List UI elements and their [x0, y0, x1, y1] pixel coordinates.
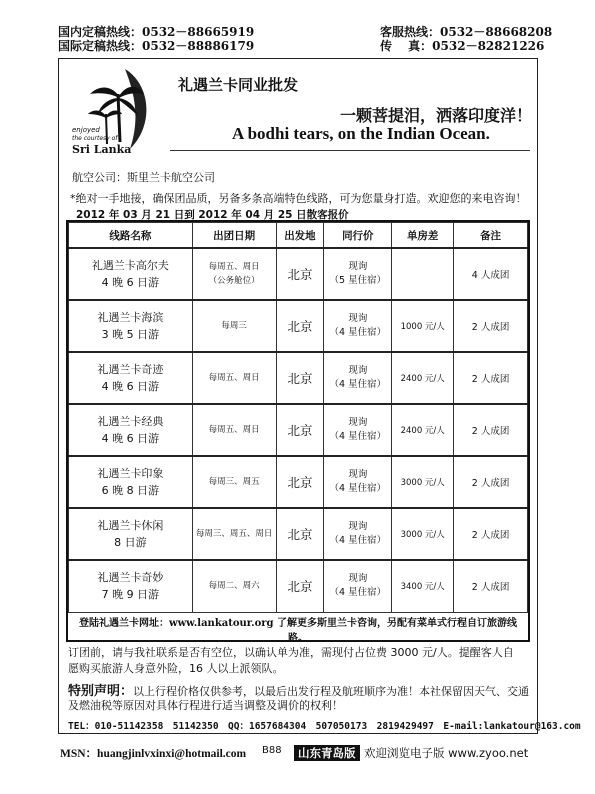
departure-city: 北京 [276, 248, 324, 300]
group-note: 2 人成团 [454, 508, 528, 560]
booking-note-line1: 订团前，请与我社联系是否有空位，以确认单为准，需现付占位费 3000 元/人。提醒客人自 [68, 646, 514, 659]
route-duration: 4 晚 6 日游 [101, 276, 160, 289]
airline-info: 航空公司：斯里兰卡航空公司 [72, 171, 215, 184]
route-name: 礼遇兰卡经典 [97, 415, 164, 428]
route-name: 礼遇兰卡休闲 [97, 519, 164, 532]
route-name: 礼遇兰卡奇迹 [97, 363, 164, 376]
service-hotline: 客服热线：0532－88668208 [380, 25, 553, 39]
departure-note: （公务舱位） [208, 276, 260, 286]
divider [170, 150, 530, 151]
group-note: 2 人成团 [454, 560, 528, 612]
single-supplement: 3400 元/人 [392, 560, 454, 612]
special-statement-line2: 及燃油税等原因对具体行程进行适当调整及调价的权利！ [68, 699, 343, 712]
logo-brand: Sri Lanka [72, 143, 132, 156]
table-row [69, 248, 528, 300]
edition-badge [294, 745, 360, 761]
special-statement-label: 特别声明： [68, 684, 134, 699]
slogan-chinese: 一颗菩提泪，洒落印度洋！ [340, 106, 533, 125]
price-table [66, 220, 530, 642]
route-duration: 3 晚 5 日游 [101, 328, 160, 341]
intro-text: *绝对一手地接，确保团品质，另备多条高端特色线路，可为您量身打造。欢迎您的来电咨询！ [70, 192, 527, 205]
single-supplement: 2400 元/人 [392, 404, 454, 456]
departure-days: 每周三、周五、周日 [195, 529, 273, 539]
single-supplement [392, 248, 454, 300]
table-header-row [69, 223, 528, 249]
departure-days: 每周二、周六 [208, 581, 260, 592]
contact-line: TEL：010-51142358 51142350 QQ：1657684304 507050173 2819429497 E-mail:lankatour@163.com [68, 721, 581, 732]
msn-contact: MSN：huangjinlvxinxi@hotmail.com [60, 748, 247, 760]
price-value: 现询 [348, 313, 368, 324]
single-supplement: 3000 元/人 [392, 508, 454, 560]
departure-city: 北京 [276, 560, 324, 612]
logo-text-courtesy: the courtesy of [72, 135, 118, 142]
edition-badge-text: 山东青岛版 [294, 745, 360, 761]
welcome-text: 欢迎浏览电子版 www.zyoo.net [364, 746, 529, 760]
group-note: 2 人成团 [454, 456, 528, 508]
departure-days: 每周三、周五 [208, 477, 260, 487]
hotel-grade: （4 星住宿） [329, 431, 387, 442]
route-name: 礼遇兰卡印象 [97, 467, 164, 480]
table-row [69, 456, 528, 508]
route-name: 礼遇兰卡高尔夫 [91, 259, 169, 272]
special-statement-text: 以上行程价格仅供参考，以最后出发行程及航班顺序为准！本社保留因天气、交通 [133, 685, 530, 698]
single-supplement: 3000 元/人 [392, 456, 454, 508]
route-duration: 4 晚 6 日游 [101, 432, 160, 445]
single-supplement: 1000 元/人 [392, 300, 454, 352]
departure-city: 北京 [276, 508, 324, 560]
logo-text-enjoyed: enjoyed [72, 126, 100, 134]
price-value: 现询 [348, 417, 368, 428]
hotel-grade: （4 星住宿） [329, 483, 387, 494]
sri-lanka-logo [70, 64, 160, 164]
table-row [69, 508, 528, 560]
domestic-hotline: 国内定稿热线：0532－88665919 [58, 25, 255, 39]
price-value: 现询 [348, 261, 368, 272]
col-header-date: 出团日期 [192, 223, 276, 249]
price-period: 2012 年 03 月 21 日到 2012 年 04 月 25 日散客报价 [76, 209, 349, 221]
route-duration: 8 日游 [114, 536, 147, 549]
route-name: 礼遇兰卡海滨 [97, 311, 164, 324]
col-header-note: 备注 [454, 223, 528, 249]
fax-number: 传 真：0532－82821226 [380, 39, 545, 53]
departure-city: 北京 [276, 404, 324, 456]
col-header-price: 同行价 [324, 223, 392, 249]
col-header-departure: 出发地 [276, 223, 324, 249]
col-header-route: 线路名称 [69, 223, 193, 249]
departure-city: 北京 [276, 300, 324, 352]
table-row [69, 404, 528, 456]
group-note: 2 人成团 [454, 404, 528, 456]
price-value: 现询 [348, 365, 368, 376]
route-name: 礼遇兰卡奇妙 [97, 571, 164, 585]
col-header-single: 单房差 [392, 223, 454, 249]
price-value: 现询 [348, 521, 368, 532]
group-note: 4 人成团 [454, 248, 528, 300]
table-row [69, 560, 528, 612]
departure-city: 北京 [276, 352, 324, 404]
group-note: 2 人成团 [454, 300, 528, 352]
hotel-grade: （4 星住宿） [329, 379, 387, 390]
hotel-grade: （4 星住宿） [329, 587, 387, 599]
table-row [69, 300, 528, 352]
departure-days: 每周五、周日 [208, 373, 260, 383]
ad-title: 礼遇兰卡同业批发 [178, 76, 299, 94]
departure-days: 每周五、周日 [208, 262, 260, 272]
hotel-grade: （4 星住宿） [329, 535, 387, 546]
departure-days: 每周三 [221, 321, 247, 331]
hotel-grade: （4 星住宿） [329, 327, 387, 338]
slogan-english: A bodhi tears, on the Indian Ocean. [232, 124, 490, 143]
route-duration: 6 晚 8 日游 [101, 484, 160, 497]
departure-city: 北京 [276, 456, 324, 508]
hotel-grade: （5 星住宿） [329, 275, 387, 286]
group-note: 2 人成团 [454, 352, 528, 404]
international-hotline: 国际定稿热线：0532－88886179 [58, 39, 255, 53]
route-duration: 4 晚 6 日游 [101, 380, 160, 393]
page-number: B88 [262, 745, 282, 756]
website-line: 登陆礼遇兰卡网址：www.lankatour.org 了解更多斯里兰卡咨询，另配有菜单式行程自订旅游线路。 [78, 618, 518, 644]
table-row [69, 352, 528, 404]
single-supplement: 2400 元/人 [392, 352, 454, 404]
route-duration: 7 晚 9 日游 [101, 588, 160, 602]
departure-days: 每周五、周日 [208, 425, 260, 435]
price-value: 现询 [348, 573, 368, 585]
price-value: 现询 [348, 469, 368, 480]
booking-note-line2: 愿购买旅游人身意外险，16 人以上派领队。 [68, 662, 284, 675]
